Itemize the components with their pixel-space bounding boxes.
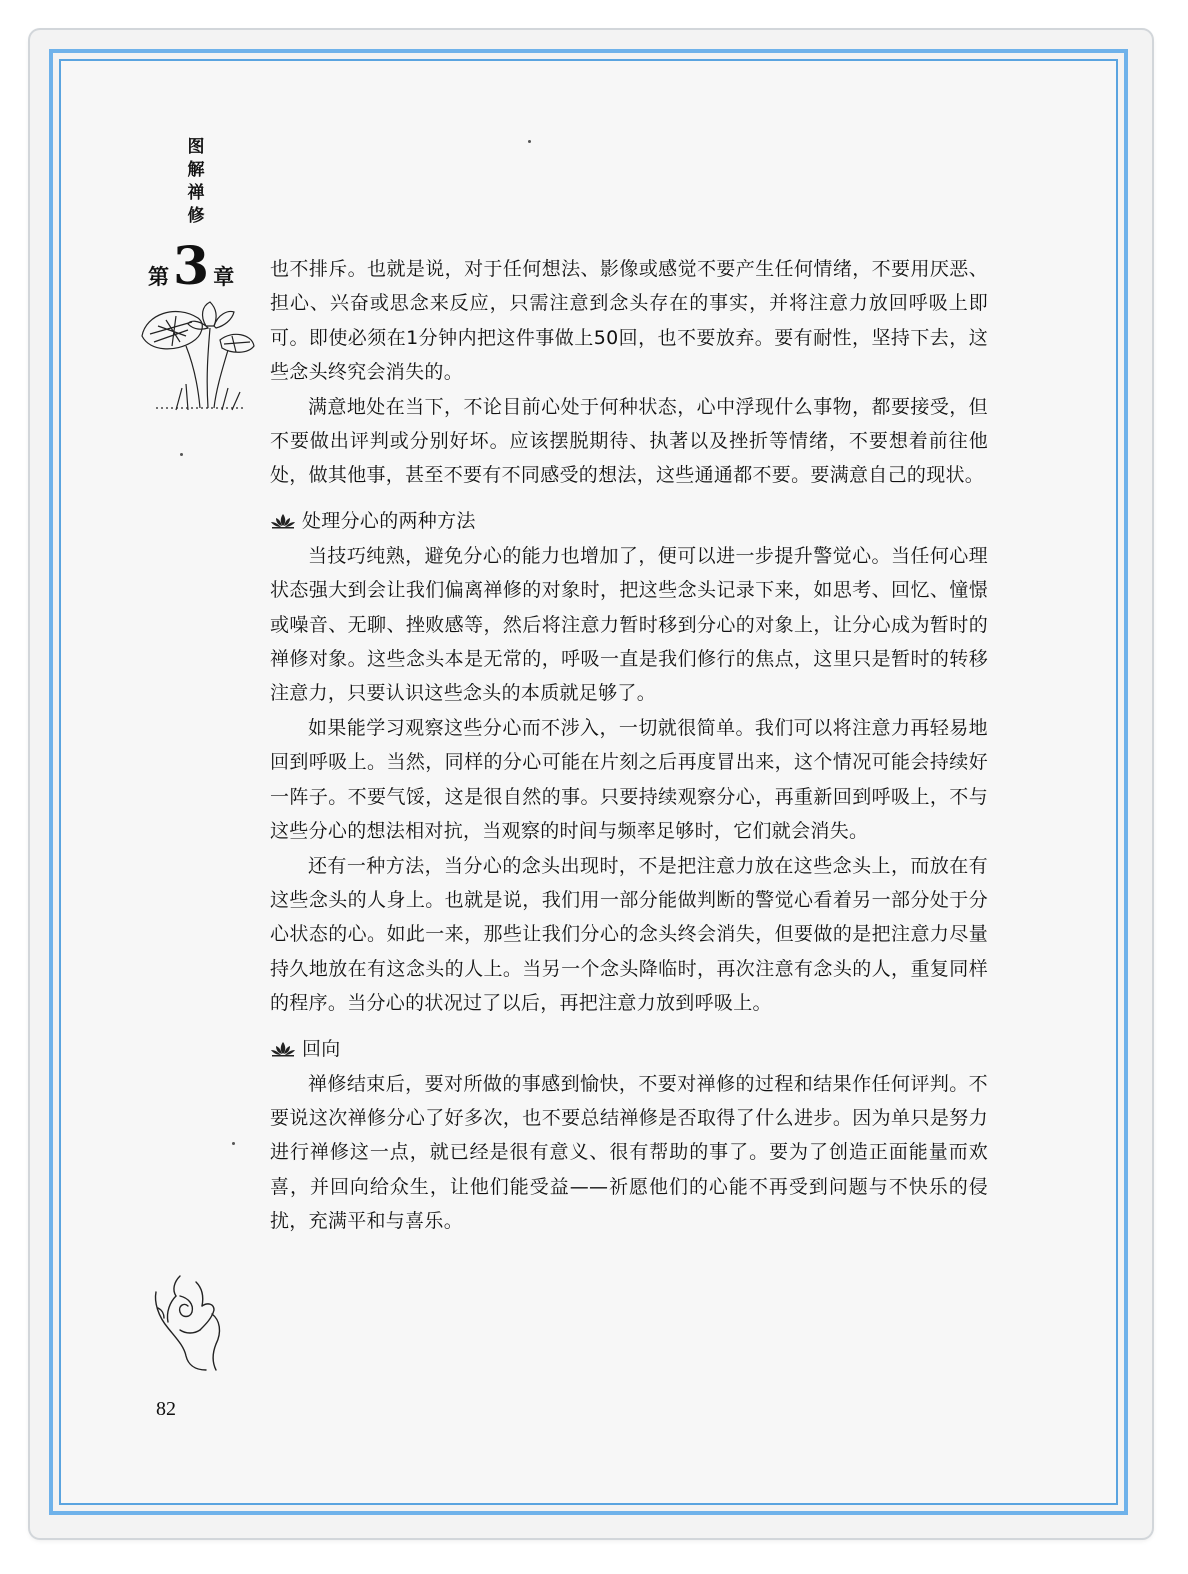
chapter-prefix: 第 [148,265,169,289]
lotus-icon [270,1041,296,1057]
paragraph: 还有一种方法，当分心的念头出现时，不是把注意力放在这些念头上，而放在有这些念头的人身上。也就是说，我们用一部分能做判断的警觉心看着另一部分处于分心状态的心。如此一来，那些让我们分心的念头终会消失，但要做的是把注意力尽量持久地放在有这念头的人上。当另一个念头降临时，再次注意有念头的人，重复同样的程序。当分心的状况过了以后，再把注意力放到呼吸上。 [270,854,988,1015]
section-heading [270,503,988,539]
section-heading-text: 回向 [302,1037,341,1060]
chapter-heading [148,236,234,296]
scan-speck [180,453,183,456]
section-heading [270,1031,988,1067]
page-number: 82 [156,1398,176,1420]
paragraph: 禅修结束后，要对所做的事感到愉快，不要对禅修的过程和结果作任何评判。不要说这次禅修分心了好多次，也不要总结禅修是否取得了什么进步。因为单只是努力进行禅修这一点，就已经是很有意义、很有帮助的事了。要为了创造正面能量而欢喜，并回向给众生，让他们能受益——祈愿他们的心能不再受到问题与不快乐的侵扰，充满平和与喜乐。 [270,1072,988,1233]
paragraph: 如果能学习观察这些分心而不涉入，一切就很简单。我们可以将注意力再轻易地回到呼吸上。当然，同样的分心可能在片刻之后再度冒出来，这个情况可能会持续好一阵子。不要气馁，这是很自然的事。只要持续观察分心，再重新回到呼吸上，不与这些分心的想法相对抗，当观察的时间与频率足够时，它们就会消失。 [270,716,988,843]
lotus-plant-illustration [136,296,258,416]
book-page [60,60,1127,1514]
main-text [270,252,988,1239]
scan-speck [232,1142,235,1145]
paragraph: 当技巧纯熟，避免分心的能力也增加了，便可以进一步提升警觉心。当任何心理状态强大到会让我们偏离禅修的对象时，把这些念头记录下来，如思考、回忆、憧憬或噪音、无聊、挫败感等，然后将注意力暂时移到分心的对象上，让分心成为暂时的禅修对象。这些念头本是无常的，呼吸一直是我们修行的焦点，这里只是暂时的转移注意力，只要认识这些念头的本质就足够了。 [270,544,988,705]
section-heading-text: 处理分心的两种方法 [302,509,476,532]
paragraph: 也不排斥。也就是说，对于任何想法、影像或感觉不要产生任何情绪，不要用厌恶、担心、兴奋或思念来反应，只需注意到念头存在的事实，并将注意力放回呼吸上即可。即使必须在1分钟内把这件事做上50回，也不要放弃。要有耐性，坚持下去，这些念头终究会消失的。 [270,258,988,384]
mudra-hand-illustration [150,1272,228,1372]
chapter-suffix: 章 [213,265,235,289]
scan-speck [528,140,531,143]
lotus-icon [270,513,296,529]
book-title: 图解禅修 [187,137,205,226]
chapter-number: 3 [173,236,210,297]
paragraph: 满意地处在当下，不论目前心处于何种状态，心中浮现什么事物，都要接受，但不要做出评判或分别好坏。应该摆脱期待、执著以及挫折等情绪，不要想着前往他处，做其他事，甚至不要有不同感受的想法，这些通通都不要。要满意自己的现状。 [270,395,988,487]
